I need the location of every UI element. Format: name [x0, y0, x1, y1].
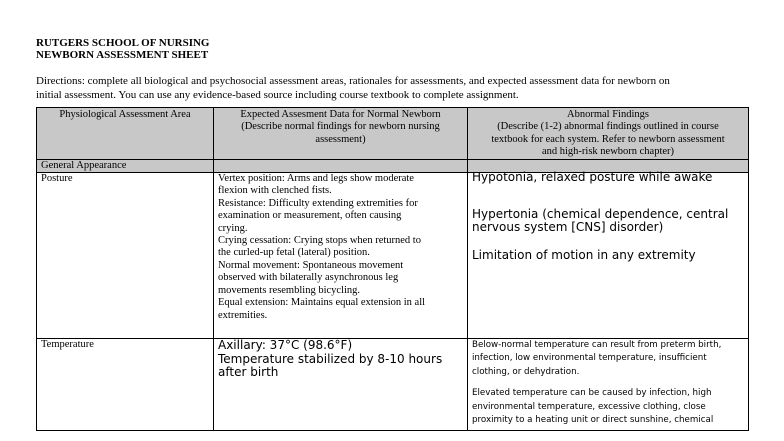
table-row-posture: [37, 173, 749, 339]
directions-line-1: Directions: complete all biological and psychosocial assessment areas, rationales for assessments, and expected assessment data for newborn on: [36, 75, 670, 87]
section-label: General Appearance: [37, 159, 214, 172]
directions: [36, 75, 748, 102]
table-header-row: [37, 108, 749, 160]
document-page: [36, 37, 748, 431]
area-temperature: Temperature: [37, 339, 214, 431]
normal-posture: Vertex position: Arms and legs show moderate flexion with clenched fists. Resistance: Difficulty extending extremities for examination or measurement, often causing crying. Crying cessation: Crying stops when returned to the curled-up fetal (lateral) position. Normal movement: Spontaneous movement observed with bilaterally asynchronous leg movements resembling bicycling. Equal extension: Maintains equal extension in all extremities.: [214, 173, 468, 339]
header-assessment-area: Physiological Assessment Area: [37, 108, 214, 160]
header-abnormal-findings: Abnormal Findings (Describe (1-2) abnormal findings outlined in course textbook for each system. Refer to newborn assessment and high-risk newborn chapter): [468, 108, 749, 160]
area-posture: Posture: [37, 173, 214, 339]
header-expected-data: Expected Assesment Data for Normal Newborn (Describe normal findings for newborn nursing assessment): [214, 108, 468, 160]
abnormal-low-temperature: Below-normal temperature can result from preterm birth, infection, low environmental temperature, insufficient clothing, or dehydration.: [472, 340, 722, 377]
assessment-table: [36, 107, 749, 431]
normal-temperature: Axillary: 37°C (98.6°F) Temperature stabilized by 8-10 hours after birth: [214, 339, 468, 431]
directions-line-2: initial assessment. You can use any evidence-based source including course textbook to complete assignment.: [36, 88, 519, 101]
table-row-temperature: [37, 339, 749, 431]
abnormal-hypotonia: Hypotonia, relaxed posture while awake: [472, 170, 713, 185]
abnormal-limitation: Limitation of motion in any extremity: [472, 247, 696, 262]
abnormal-elevated-temperature: Elevated temperature can be caused by infection, high environmental temperature, excessive clothing, close proximity to a heating unit or direct sunshine, chemical: [472, 388, 714, 426]
abnormal-temperature: [468, 339, 749, 431]
title-line-2: NEWBORN ASSESSMENT SHEET: [36, 49, 209, 61]
school-title: [36, 37, 748, 61]
abnormal-hypertonia: Hypertonia (chemical dependence, central nervous system [CNS] disorder): [472, 206, 729, 235]
title-line-1: RUTGERS SCHOOL OF NURSING: [36, 37, 210, 49]
abnormal-posture: [468, 170, 749, 339]
